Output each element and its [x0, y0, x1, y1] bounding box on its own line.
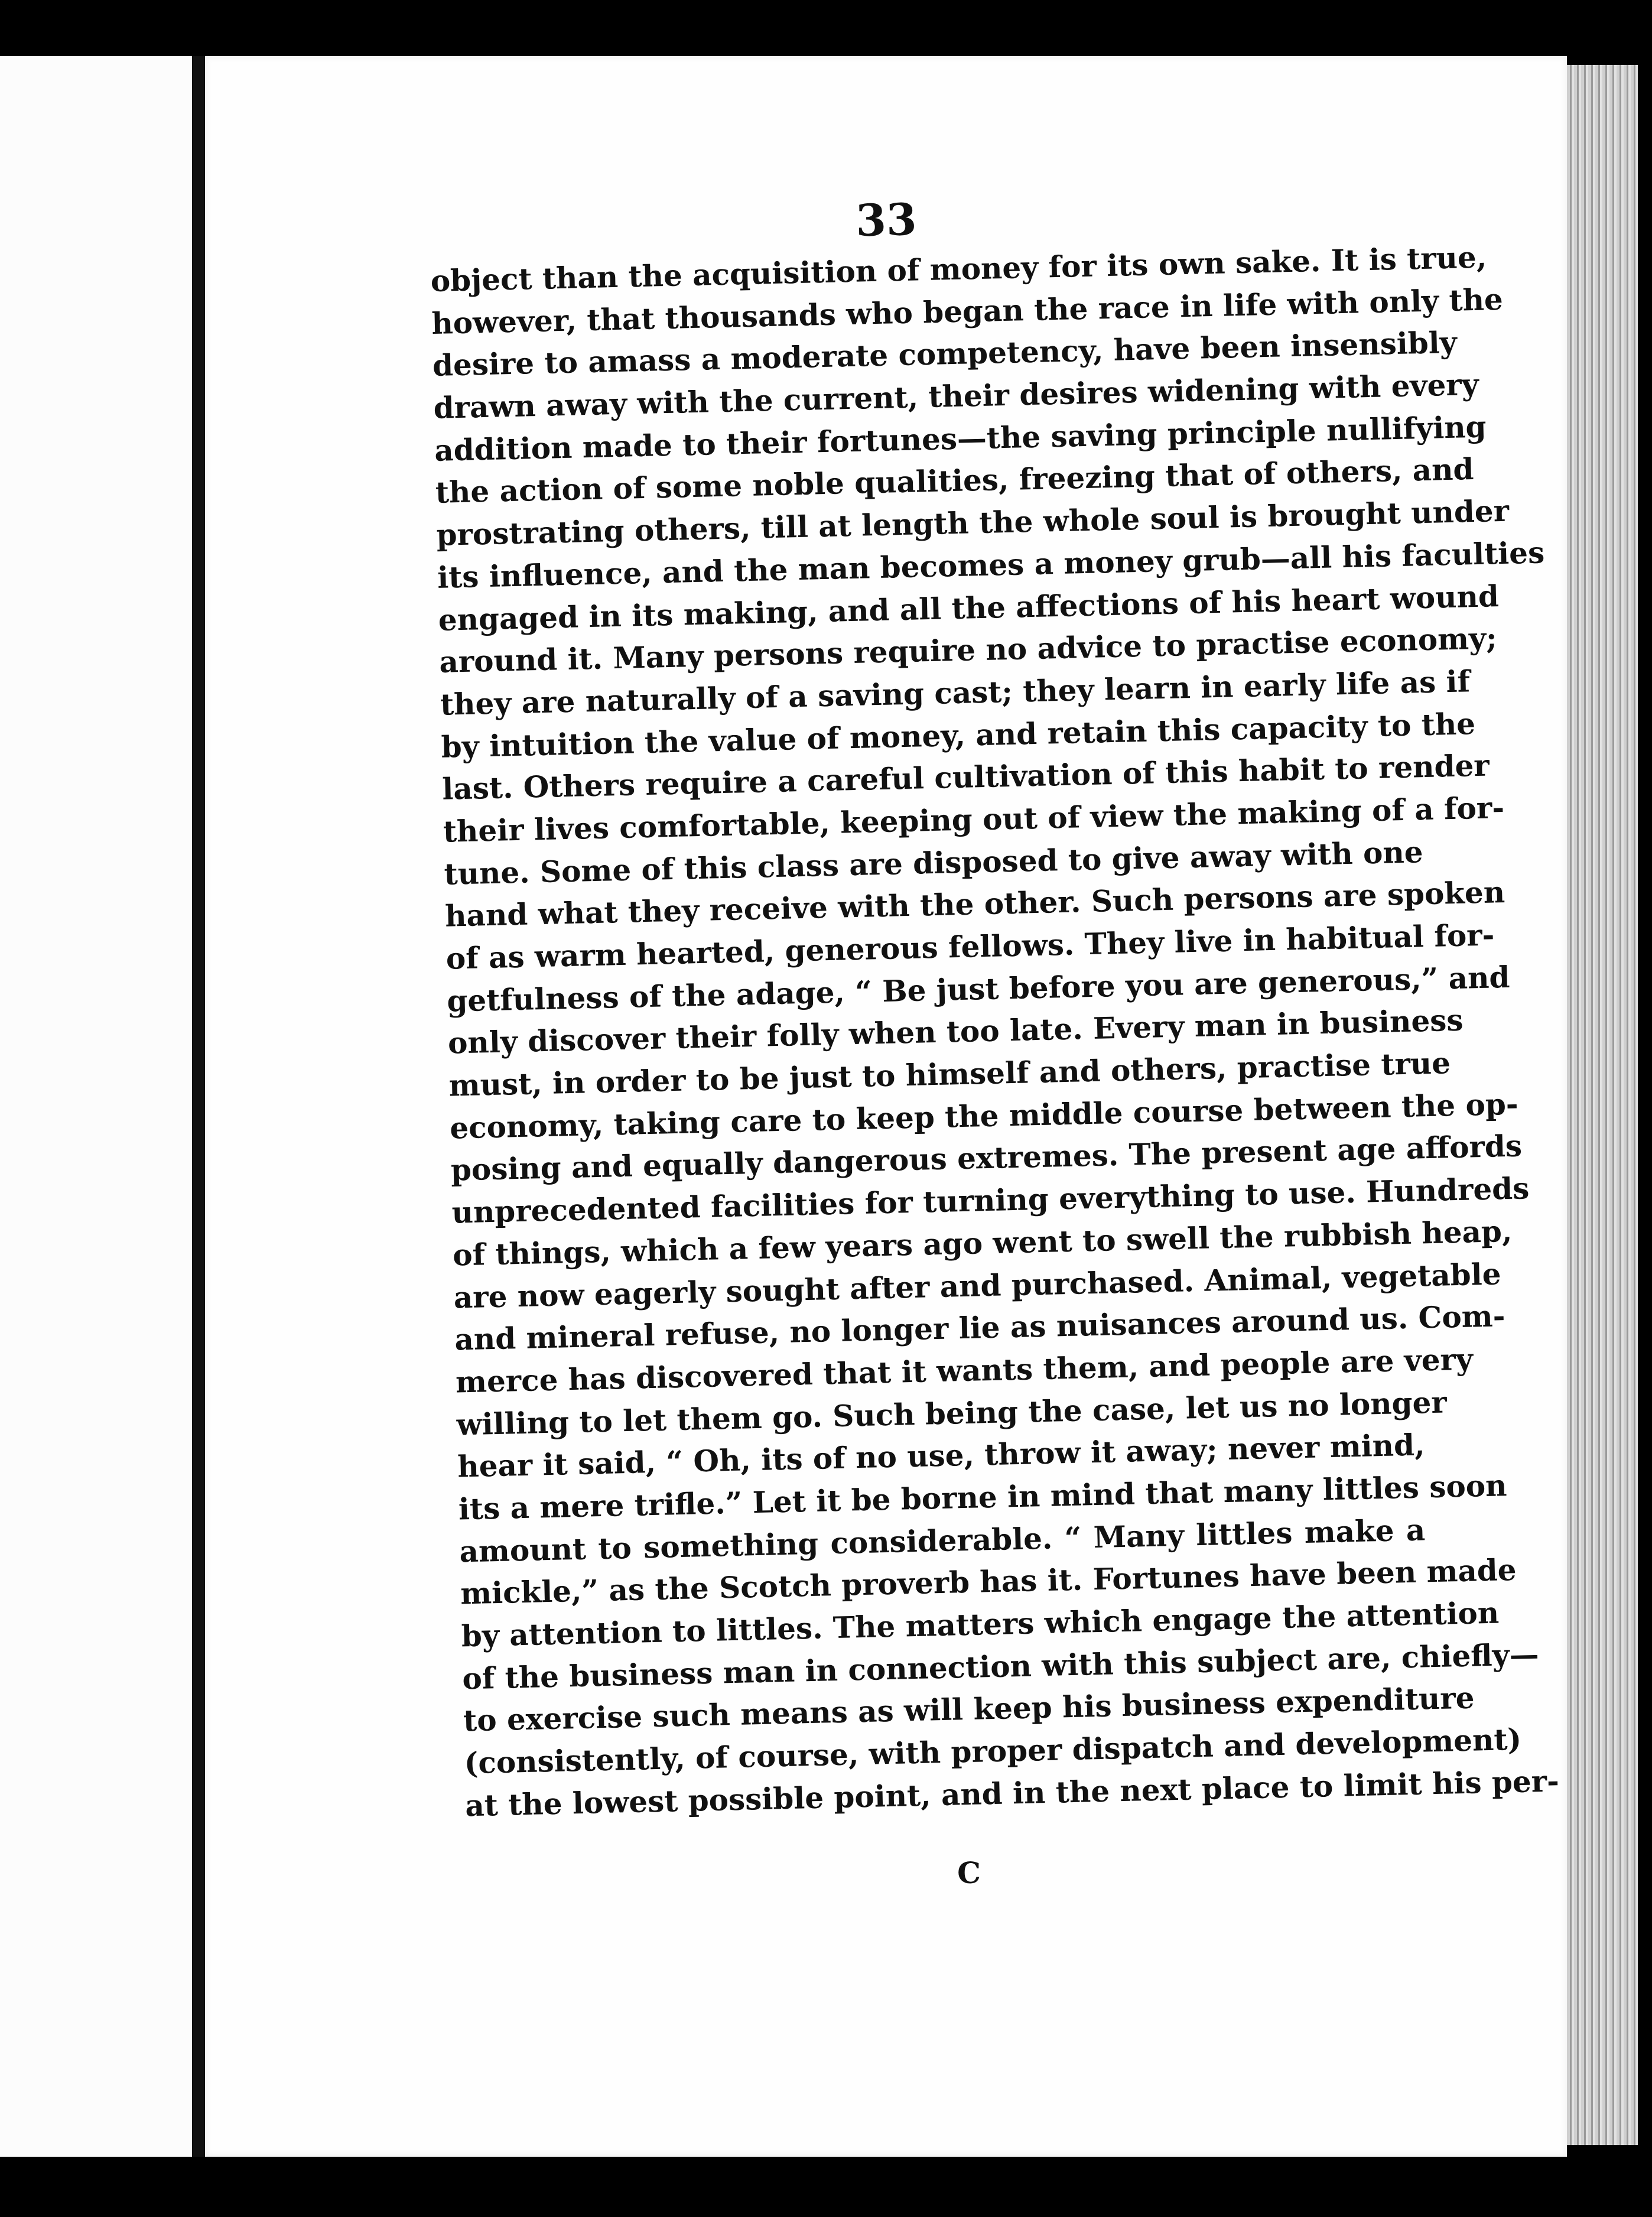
text-line: object than the acquisition of money for its own sake. It is true,: [430, 239, 1487, 298]
text-line: getfulness of the adage, “ Be just before you are generous,” and: [446, 959, 1511, 1019]
text-line: they are naturally of a saving cast; they learn in early life as if: [440, 664, 1471, 722]
text-line: (consistently, of course, with proper dispatch and development): [464, 1721, 1522, 1781]
text-line: prostrating others, till at length the whole soul is brought under: [435, 493, 1510, 552]
text-line: hand what they receive with the other. Such persons are spoken: [444, 875, 1505, 934]
text-line: addition made to their fortunes—the saving principle nullifying: [434, 409, 1487, 468]
text-line: hear it said, “ Oh, its of no use, throw it away; never mind,: [457, 1427, 1425, 1484]
text-line: around it. Many persons require no advice to practise economy;: [438, 620, 1498, 680]
text-line: last. Others require a careful cultivation of this habit to render: [441, 747, 1490, 807]
text-line: its a mere trifle.” Let it be borne in mind that many littles soon: [458, 1468, 1508, 1527]
text-line: mickle,” as the Scotch proverb has it. Fortunes have been made: [460, 1552, 1517, 1611]
text-line: and mineral refuse, no longer lie as nuisances around us. Com-: [454, 1298, 1505, 1357]
signature-mark: C: [957, 1855, 981, 1890]
text-line: merce has discovered that it wants them, and people are very: [455, 1341, 1474, 1400]
text-line: unprecedented facilities for turning everything to use. Hundreds: [451, 1171, 1530, 1230]
text-line: its influence, and the man becomes a money grub—all his faculties: [437, 535, 1545, 595]
text-line: of the business man in connection with this subject are, chiefly—: [461, 1636, 1540, 1696]
text-line: willing to let them go. Such being the case, let us no longer: [456, 1384, 1448, 1442]
text-line: economy, taking care to keep the middle course between the op-: [449, 1086, 1519, 1146]
body-text: [430, 238, 1560, 1827]
text-line: their lives comfortable, keeping out of view the making of a for-: [443, 789, 1505, 849]
text-line: must, in order to be just to himself and others, practise true: [448, 1045, 1451, 1103]
text-line: are now eagerly sought after and purchased. Animal, vegetable: [453, 1256, 1502, 1315]
text-line: to exercise such means as will keep his business expenditure: [463, 1680, 1475, 1738]
text-line: only discover their folly when too late. Every man in business: [447, 1003, 1464, 1061]
text-line: desire to amass a moderate competency, have been insensibly: [432, 324, 1458, 383]
text-line: tune. Some of this class are disposed to give away with one: [443, 834, 1424, 892]
text-line: however, that thousands who began the race in life with only the: [431, 281, 1504, 341]
text-line: by intuition the value of money, and retain this capacity to the: [441, 706, 1476, 765]
text-line: posing and equally dangerous extremes. The present age affords: [450, 1128, 1523, 1188]
scan-border-bottom: [0, 2157, 1652, 2217]
facing-page: [0, 56, 194, 2157]
text-line: of things, which a few years ago went to swell the rubbish heap,: [452, 1213, 1513, 1273]
text-line: of as warm hearted, generous fellows. They live in habitual for-: [445, 917, 1495, 976]
text-line: the action of some noble qualities, freezing that of others, and: [435, 451, 1475, 511]
scan-border-top: [0, 0, 1652, 56]
text-line: drawn away with the current, their desires widening with every: [433, 366, 1479, 425]
page-number: 33: [855, 194, 918, 247]
page-edges: [1567, 65, 1638, 2145]
book-gutter: [192, 56, 205, 2157]
text-line: by attention to littles. The matters which engage the attention: [461, 1595, 1500, 1654]
text-line: at the lowest possible point, and in the next place to limit his per-: [464, 1763, 1560, 1823]
text-line: amount to something considerable. “ Many littles make a: [458, 1511, 1426, 1569]
scan-border-right: [1638, 0, 1652, 2217]
text-line: engaged in its making, and all the affections of his heart wound: [438, 578, 1500, 638]
